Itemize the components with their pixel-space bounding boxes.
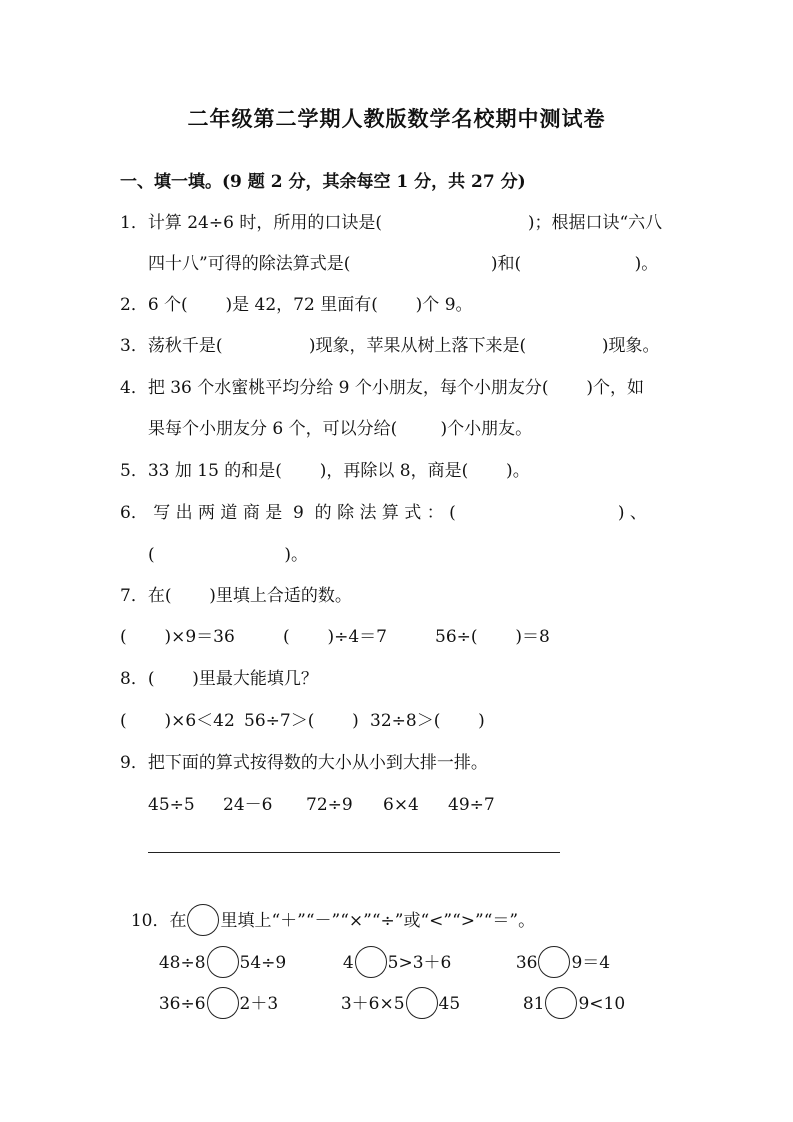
question-2: 2．6 个( )是 42，72 里面有( )个 9。 (120, 295, 473, 315)
question-3: 3．荡秋千是( )现象，苹果从树上落下来是( )现象。 (120, 336, 660, 356)
question-9-item: 49÷7 (448, 795, 495, 815)
question-8-item: 56÷7＞( ) (244, 711, 359, 731)
question-8-item: 32÷8＞( ) (370, 711, 485, 731)
question-9-item: 45÷5 (148, 795, 195, 815)
question-4-line-2: 果每个小朋友分 6 个，可以分给( )个小朋友。 (148, 419, 533, 439)
question-10-item: 36÷6 2＋3 (148, 965, 278, 1019)
question-10-prompt-text: 里填上“＋”“－”“×”“÷”或“<”“>”“＝”。 (220, 911, 536, 931)
section-heading: 一、填一填。(9 题 2 分，其余每空 1 分，共 27 分) (120, 172, 526, 192)
question-9-item: 72÷9 (306, 795, 353, 815)
question-10-item: 36 9＝4 (505, 924, 610, 978)
question-10-number: 10．在 (130, 911, 187, 931)
question-10-item: 3＋6×5 45 (330, 965, 460, 1019)
question-1-line-1: 1．计算 24÷6 时，所用的口诀是( )；根据口诀“六八 (120, 213, 663, 233)
question-5: 5．33 加 15 的和是( )，再除以 8，商是( )。 (120, 461, 530, 481)
page-title: 二年级第二学期人教版数学名校期中测试卷 (187, 106, 606, 131)
question-8-item: ( )×6＜42 (120, 711, 235, 731)
question-4-line-1: 4．把 36 个水蜜桃平均分给 9 个小朋友，每个小朋友分( )个，如 (120, 378, 644, 398)
question-1-line-2: 四十八”可得的除法算式是( )和( )。 (148, 254, 659, 274)
question-7-prompt: 7．在( )里填上合适的数。 (120, 586, 352, 606)
answer-blank-line[interactable] (148, 852, 560, 853)
circle-blank[interactable] (545, 987, 577, 1019)
question-7-item: ( )×9＝36 (120, 627, 235, 647)
question-9-prompt: 9．把下面的算式按得数的大小从小到大排一排。 (120, 753, 488, 773)
question-7-item: ( )÷4＝7 (283, 627, 387, 647)
question-10-item: 48÷8 54÷9 (148, 924, 286, 978)
circle-blank[interactable] (207, 987, 239, 1019)
circle-blank[interactable] (406, 987, 438, 1019)
question-10-item: 81 9<10 (512, 965, 625, 1019)
question-7-item: 56÷( )＝8 (435, 627, 550, 647)
question-9-item: 24－6 (223, 795, 273, 815)
question-9-item: 6×4 (383, 795, 419, 815)
question-6-line-2: ( )。 (148, 545, 308, 565)
question-10-item: 4 5>3＋6 (332, 924, 451, 978)
question-6-line-1: 6． 写 出 两 道 商 是 9 的 除 法 算 式 ： ( ) 、 (120, 503, 647, 523)
question-8-prompt: 8．( )里最大能填几？ (120, 669, 318, 689)
